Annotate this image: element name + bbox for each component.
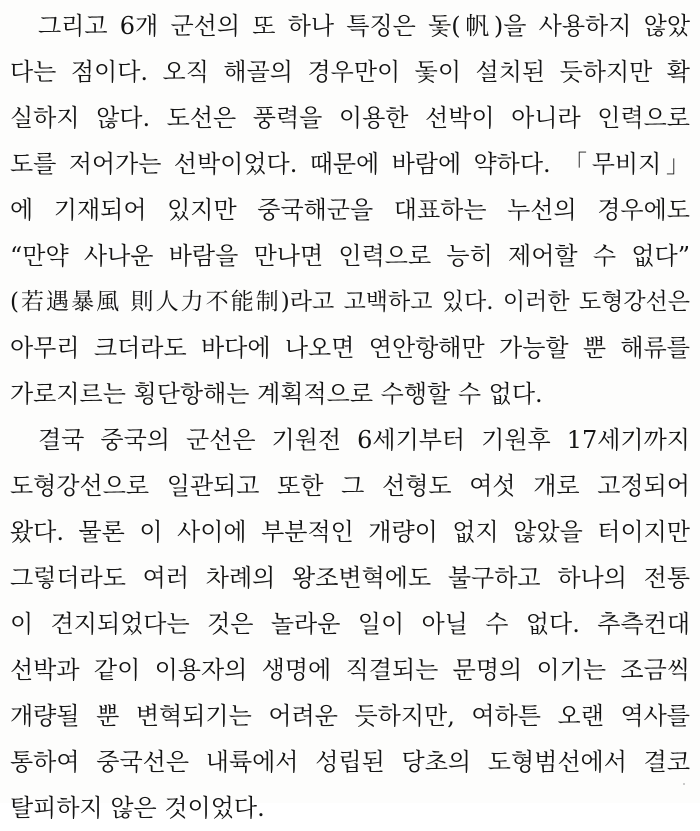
scan-speck xyxy=(683,783,685,785)
text-line: 이 견지되었다는 것은 놀라운 일이 아닐 수 없다. 추측컨대 xyxy=(10,610,690,638)
text-line: 에 기재되어 있지만 중국해군을 대표하는 누선의 경우에도 xyxy=(10,196,690,224)
text-line: 탈피하지 않은 것이었다. xyxy=(10,794,265,822)
body-text xyxy=(10,0,690,831)
text-line: 결국 중국의 군선은 기원전 6세기부터 기원후 17세기까지 xyxy=(38,426,690,454)
text-line: 선박과 같이 이용자의 생명에 직결되는 문명의 이기는 조금씩 xyxy=(10,656,690,684)
text-line: 개량될 뿐 변혁되기는 어려운 듯하지만, 여하튼 오랜 역사를 xyxy=(10,702,690,730)
text-line: “만약 사나운 바람을 만나면 인력으로 능히 제어할 수 없다” xyxy=(10,242,690,270)
text-line: 그렇더라도 여러 차례의 왕조변혁에도 불구하고 하나의 전통 xyxy=(10,564,690,592)
text-line: 다는 점이다. 오직 해골의 경우만이 돛이 설치된 듯하지만 확 xyxy=(10,58,690,86)
text-line: 왔다. 물론 이 사이에 부분적인 개량이 없지 않았을 터이지만 xyxy=(10,518,690,546)
text-line: 도를 저어가는 선박이었다. 때문에 바람에 약하다. 「무비지」 xyxy=(10,150,690,178)
text-line: (若遇暴風 則人力不能制)라고 고백하고 있다. 이러한 도형강선은 xyxy=(10,289,690,315)
text-line: 실하지 않다. 도선은 풍력을 이용한 선박이 아니라 인력으로 xyxy=(10,104,690,132)
text-line: 통하여 중국선은 내륙에서 성립된 당초의 도형범선에서 결코 xyxy=(10,748,690,776)
text-line: 그리고 6개 군선의 또 하나 특징은 돛(帆)을 사용하지 않았 xyxy=(38,12,690,40)
text-line: 도형강선으로 일관되고 또한 그 선형도 여섯 개로 고정되어 xyxy=(10,472,690,500)
text-line: 가로지르는 횡단항해는 계획적으로 수행할 수 없다. xyxy=(10,380,543,408)
paragraph-2 xyxy=(10,417,690,831)
paragraph-1 xyxy=(10,3,690,417)
text-line: 아무리 크더라도 바다에 나오면 연안항해만 가능할 뿐 해류를 xyxy=(10,334,690,362)
